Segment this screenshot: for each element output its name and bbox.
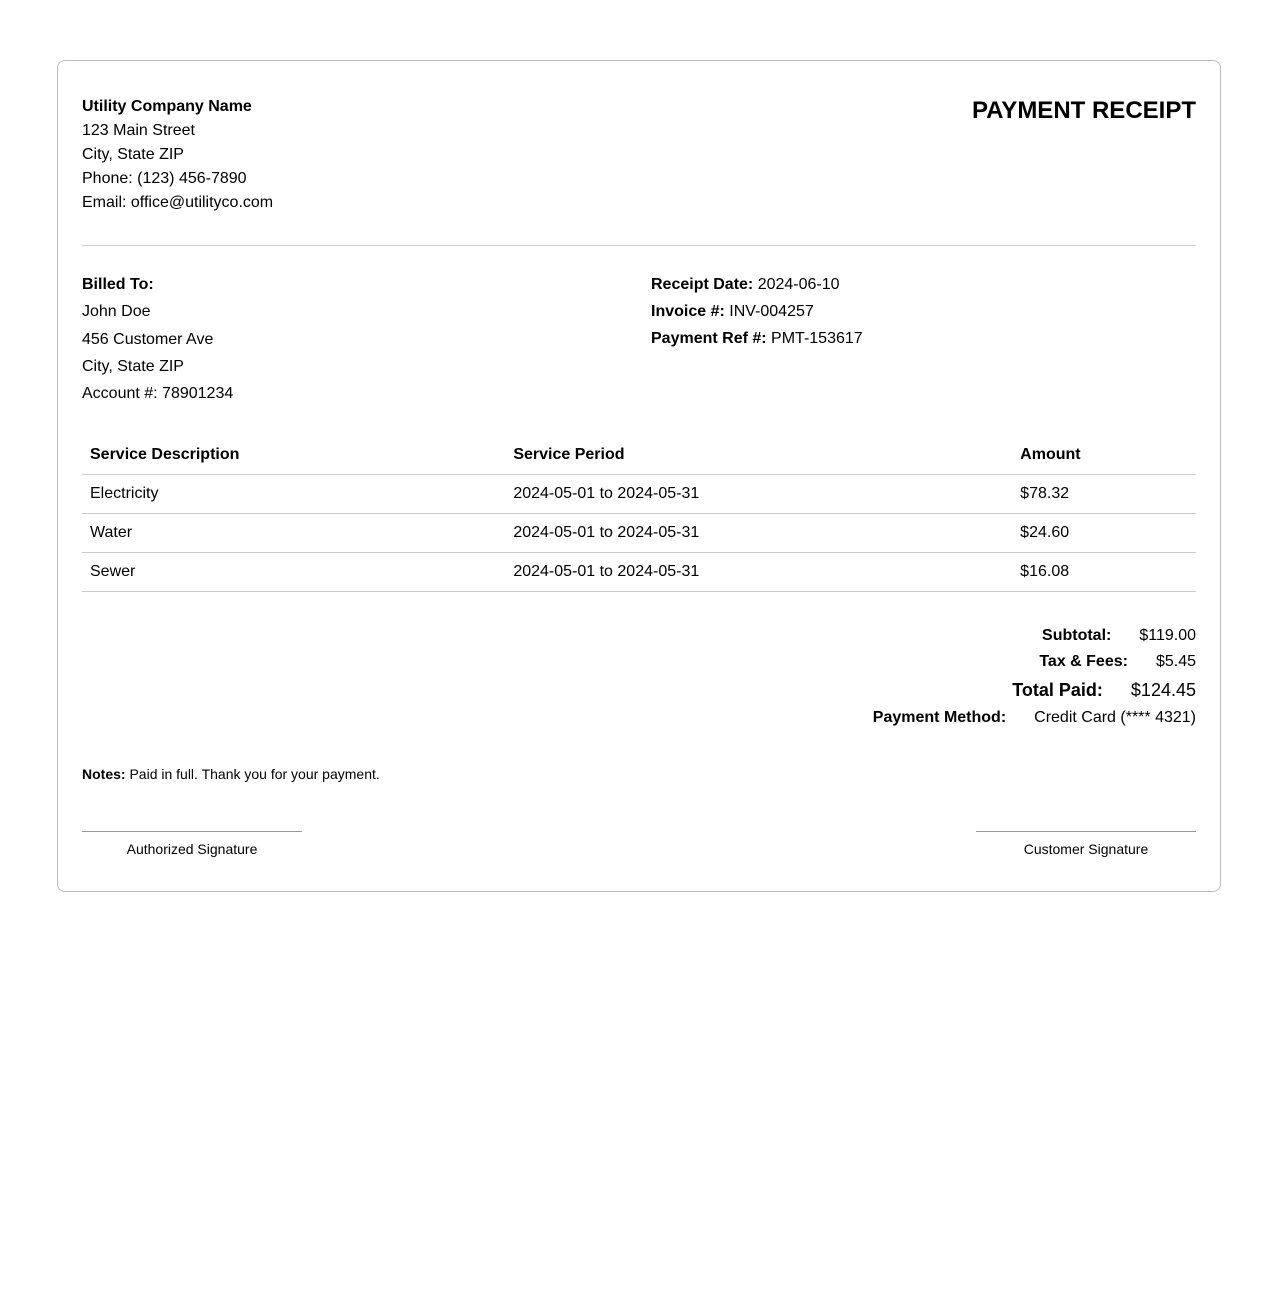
cell: Electricity xyxy=(82,475,505,514)
table-row xyxy=(82,553,1196,592)
cell: Sewer xyxy=(82,553,505,592)
billed-label: Billed To: xyxy=(82,276,154,293)
column-header: Service Period xyxy=(505,436,1012,475)
meta-value: 2024-06-10 xyxy=(757,276,840,293)
receipt-date xyxy=(651,271,863,298)
table-row xyxy=(82,475,1196,514)
cell: 2024-05-01 to 2024-05-31 xyxy=(505,475,1012,514)
meta-label: Payment Ref #: xyxy=(651,330,767,347)
total-value: Credit Card (**** 4321) xyxy=(1034,709,1196,726)
authorized-signature: Authorized Signature xyxy=(82,831,302,857)
table-row xyxy=(82,514,1196,553)
company-email: Email: office@utilityco.com xyxy=(82,194,274,211)
table-header xyxy=(82,436,1196,475)
divider xyxy=(82,245,1196,246)
company-name: Utility Company Name xyxy=(82,98,252,115)
total-paid-row xyxy=(873,675,1196,705)
meta-value: PMT-153617 xyxy=(771,330,863,347)
meta-value: INV-004257 xyxy=(729,303,814,320)
total-label: Total Paid: xyxy=(1012,680,1103,700)
receipt-meta xyxy=(651,271,863,352)
customer-name: John Doe xyxy=(82,303,151,321)
customer-signature: Customer Signature xyxy=(976,831,1196,857)
company-info xyxy=(82,95,273,215)
tax-row xyxy=(873,649,1196,675)
payment-ref xyxy=(651,325,863,352)
company-street: 123 Main Street xyxy=(82,122,195,139)
notes-text: Paid in full. Thank you for your payment. xyxy=(129,766,380,782)
total-value: $124.45 xyxy=(1130,680,1196,700)
meta-label: Invoice #: xyxy=(651,303,725,320)
invoice-number xyxy=(651,298,863,325)
page-title: PAYMENT RECEIPT xyxy=(971,97,1196,124)
company-phone: Phone: (123) 456-7890 xyxy=(82,170,247,187)
subtotal-row xyxy=(873,623,1196,649)
account-number: Account #: 78901234 xyxy=(82,385,234,403)
receipt-card xyxy=(57,60,1221,892)
company-city: City, State ZIP xyxy=(82,146,184,163)
meta-label: Receipt Date: xyxy=(651,276,754,293)
column-header: Service Description xyxy=(82,436,505,475)
cell: 2024-05-01 to 2024-05-31 xyxy=(505,514,1012,553)
total-label: Payment Method: xyxy=(872,709,1007,726)
cell: $24.60 xyxy=(1012,514,1196,553)
total-value: $119.00 xyxy=(1139,627,1196,644)
column-header: Amount xyxy=(1012,436,1196,475)
cell: 2024-05-01 to 2024-05-31 xyxy=(505,553,1012,592)
notes xyxy=(82,766,380,782)
billed-to xyxy=(82,271,233,407)
customer-street: 456 Customer Ave xyxy=(82,330,214,348)
cell: Water xyxy=(82,514,505,553)
customer-city: City, State ZIP xyxy=(82,357,184,375)
cell: $16.08 xyxy=(1012,553,1196,592)
services-table xyxy=(82,436,1196,592)
cell: $78.32 xyxy=(1012,475,1196,514)
total-label: Subtotal: xyxy=(1042,627,1112,644)
total-label: Tax & Fees: xyxy=(1039,653,1128,670)
payment-method-row xyxy=(873,705,1196,731)
notes-label: Notes: xyxy=(82,766,126,782)
total-value: $5.45 xyxy=(1155,653,1196,670)
totals xyxy=(873,623,1196,731)
